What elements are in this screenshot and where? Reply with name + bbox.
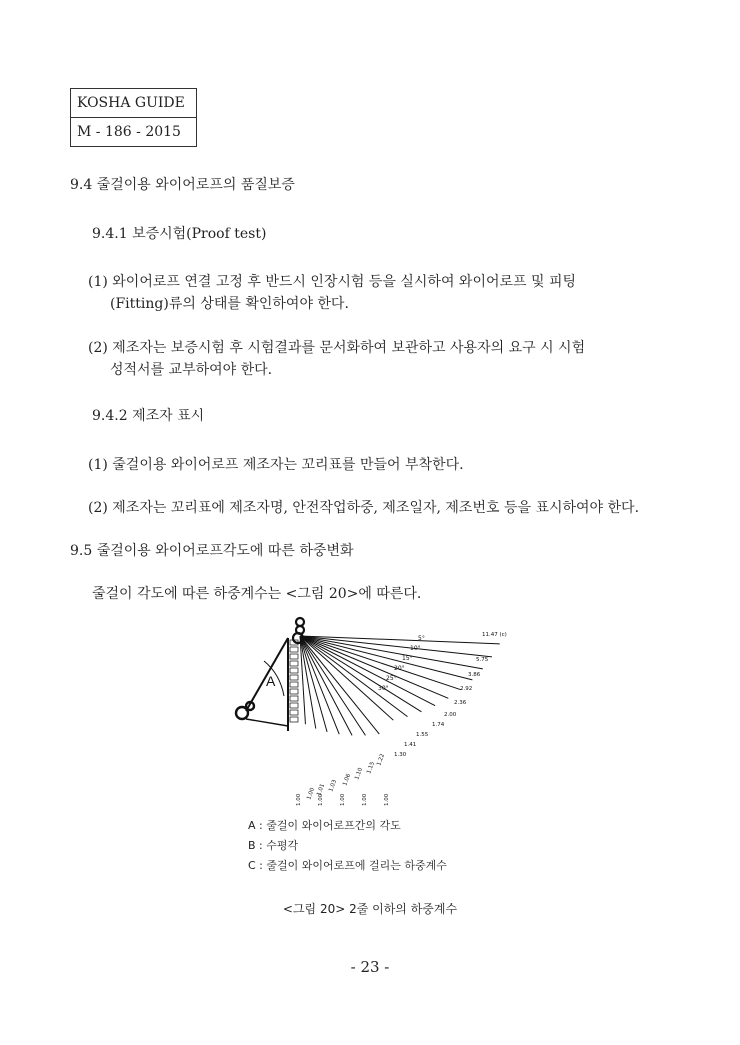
top-angle-label: 15° (402, 655, 413, 662)
guide-title: KOSHA GUIDE (77, 95, 185, 111)
fan-line (300, 636, 379, 734)
right-factor-value: 3.86 (468, 672, 481, 678)
grid-cell (290, 703, 298, 708)
right-factor-value: 1.74 (432, 722, 445, 728)
fan-line (300, 636, 472, 680)
page-number: - 23 - (350, 958, 390, 976)
grid-cell (290, 654, 298, 659)
label-a: A (266, 673, 276, 689)
item-9-4-2-2: (2) 제조자는 꼬리표에 제조자명, 안전작업하중, 제조일자, 제조번호 등을 표시하여야 한다. (88, 500, 640, 516)
shackle-icon (236, 702, 254, 719)
right-factor-value: 2.00 (444, 712, 457, 718)
grid-cell (290, 689, 298, 694)
top-angle-label: 25° (386, 675, 397, 682)
right-factor-value: 1.03 (328, 779, 339, 793)
section-9-4-1-heading: 9.4.1 보증시험(Proof test) (92, 226, 267, 242)
fan-line (300, 636, 500, 644)
grid-cell (290, 696, 298, 701)
top-angle-label: 10° (410, 645, 421, 652)
grid-cell (290, 661, 298, 666)
section-9-4-2-heading: 9.4.2 제조자 표시 (92, 408, 205, 424)
right-factor-value: 5.75 (476, 657, 489, 663)
legend-a: A : 줄걸이 와이어로프간의 각도 (248, 819, 401, 832)
item-9-4-1-1-line2: (Fitting)류의 상태를 확인하여야 한다. (110, 296, 349, 312)
guide-code: M - 186 - 2015 (71, 117, 196, 146)
top-angle-label: 20° (394, 665, 405, 672)
item-9-4-2-1: (1) 줄걸이용 와이어로프 제조자는 꼬리표를 만들어 부착한다. (88, 457, 464, 473)
right-factor-value: 2.36 (454, 700, 467, 706)
top-angle-label: 5° (418, 635, 425, 642)
right-factor-value: 1.22 (376, 753, 387, 767)
item-9-4-1-2-line2: 성적서를 교부하여야 한다. (110, 362, 273, 378)
right-factor-value: 1.15 (366, 761, 377, 775)
top-angle-labels (378, 635, 425, 692)
right-factor-value: 1.01 (316, 783, 327, 797)
grid-cell (290, 675, 298, 680)
bottom-factor-value: 1.00 (318, 793, 324, 806)
right-factor-value: 2.92 (460, 686, 473, 692)
bottom-factor-value: 1.00 (384, 793, 390, 806)
bottom-factor-value: 1.00 (296, 793, 302, 806)
right-factor-value: 1.55 (416, 732, 429, 738)
section-9-4-heading: 9.4 줄걸이용 와이어로프의 품질보증 (70, 177, 295, 193)
right-factor-value: 11.47 (c) (482, 632, 507, 638)
right-factor-value: 1.41 (404, 742, 417, 748)
grid-cell (290, 682, 298, 687)
horizontal-line (246, 719, 288, 726)
grid-cell (290, 710, 298, 715)
legend-b: B : 수평각 (248, 839, 299, 852)
right-factor-value: 1.10 (354, 767, 365, 781)
legend-c: C : 줄걸이 와이어로프에 걸리는 하중계수 (248, 859, 447, 872)
section-9-5-body: 줄걸이 각도에 따른 하중계수는 <그림 20>에 따른다. (92, 586, 422, 602)
bottom-factor-value: 1.00 (362, 793, 368, 806)
item-9-4-1-2-line1: (2) 제조자는 보증시험 후 시험결과를 문서화하여 보관하고 사용자의 요구 시 시험 (88, 340, 586, 356)
top-angle-label: 30° (378, 685, 389, 692)
right-factor-value: 1.06 (342, 773, 353, 787)
sling-angle-figure (228, 616, 528, 811)
right-factor-value: 1.00 (306, 787, 317, 801)
grid-cell (290, 717, 298, 722)
kosha-guide-box (70, 88, 197, 147)
figure-caption: <그림 20> 2줄 이하의 하중계수 (282, 902, 458, 916)
grid-cell (290, 668, 298, 673)
section-9-5-heading: 9.5 줄걸이용 와이어로프각도에 따른 하중변화 (70, 543, 354, 559)
right-factor-value: 1.30 (394, 752, 407, 758)
bottom-factor-value: 1.00 (340, 793, 346, 806)
grid-cell (290, 647, 298, 652)
item-9-4-1-1-line1: (1) 와이어로프 연결 고정 후 반드시 인장시험 등을 실시하여 와이어로프 및 피팅 (88, 274, 577, 290)
fan-line (300, 636, 448, 698)
